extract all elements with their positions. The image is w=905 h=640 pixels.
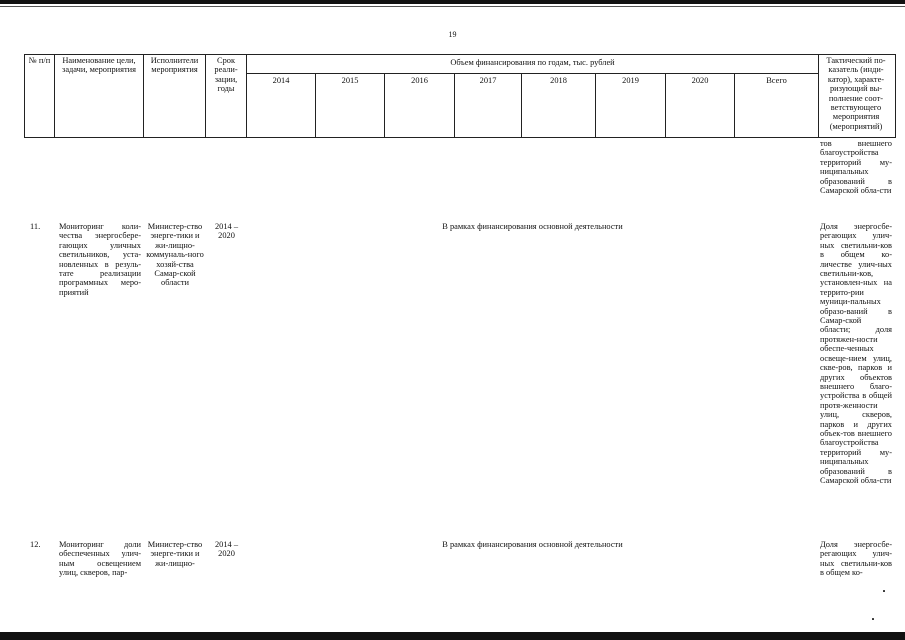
header-name: Наименование цели, задачи, мероприятия	[62, 56, 136, 75]
row-executors: Министер-ство энерге-тики и жи-лищно-	[147, 540, 203, 568]
carryover-indicator: тов внешнего благоустройства территорий му-ниципальных образований в Самарской обла-сти	[820, 139, 892, 196]
header-year: 2017	[479, 76, 497, 85]
row-term: 2014 – 2020	[214, 540, 239, 559]
header-year: 2018	[550, 76, 567, 85]
header-term: Срок реали-зации, годы	[214, 56, 238, 94]
row-name: Мониторинг коли-чества энергосбере-гающих уличных светильников, уста-новленных в резуль-тате реализации программных меро-приятий	[59, 222, 141, 297]
header-year: 2015	[341, 76, 359, 85]
row-name: Мониторинг доли обеспеченных улич-ным освещением улиц, скверов, пар-	[59, 540, 141, 578]
header-num: № п/п	[28, 56, 51, 65]
row-funding: В рамках финансирования основной деятельности	[442, 222, 623, 231]
header-indicator: Тактический по-казатель (инди-катор), характе-ризующий вы-полнение соот-ветствующего мероприятия (мероприятий)	[826, 56, 886, 131]
header-executors: Исполнители мероприятия	[150, 56, 199, 75]
top-border	[0, 0, 905, 4]
row-indicator: Доля энергосбе-регающих улич-ных светильни-ков в общем ко-	[820, 540, 892, 578]
header-total: Всего	[766, 76, 787, 85]
top-border-thin	[0, 6, 905, 7]
row-term: 2014 – 2020	[214, 222, 239, 241]
row-indicator: Доля энергосбе-регающих улич-ных светильни-ков в общем ко-личестве улич-ных светильни-ков, установлен-ных на террито-рии муници-пальных образо-ваний в Самар-ской области; доля протяжен-ности обеспе-ченных освеще-нием улиц, скве-ров, парков и других объектов внешнего благо-устройства в общей протя-женности улиц, скверов, парков и других объек-тов внешнего благоустройства территорий му-ниципальных образований в Самарской обла-сти	[820, 222, 892, 485]
scan-speck	[872, 618, 874, 620]
header-funding: Объем финансирования по годам, тыс. рублей	[450, 58, 615, 67]
header-year: 2014	[272, 76, 290, 85]
row-executors: Министер-ство энерге-тики и жи-лищно-коммуналь-ного хозяй-ства Самар-ской области	[146, 222, 204, 288]
header-year: 2016	[411, 76, 428, 85]
header-year: 2020	[691, 76, 709, 85]
row-num: 11.	[30, 222, 41, 231]
page-number: 19	[448, 30, 457, 39]
row-funding: В рамках финансирования основной деятельности	[442, 540, 623, 549]
header-year: 2019	[622, 76, 639, 85]
row-num: 12.	[30, 540, 41, 549]
scan-speck	[883, 590, 885, 592]
bottom-border	[0, 632, 905, 640]
